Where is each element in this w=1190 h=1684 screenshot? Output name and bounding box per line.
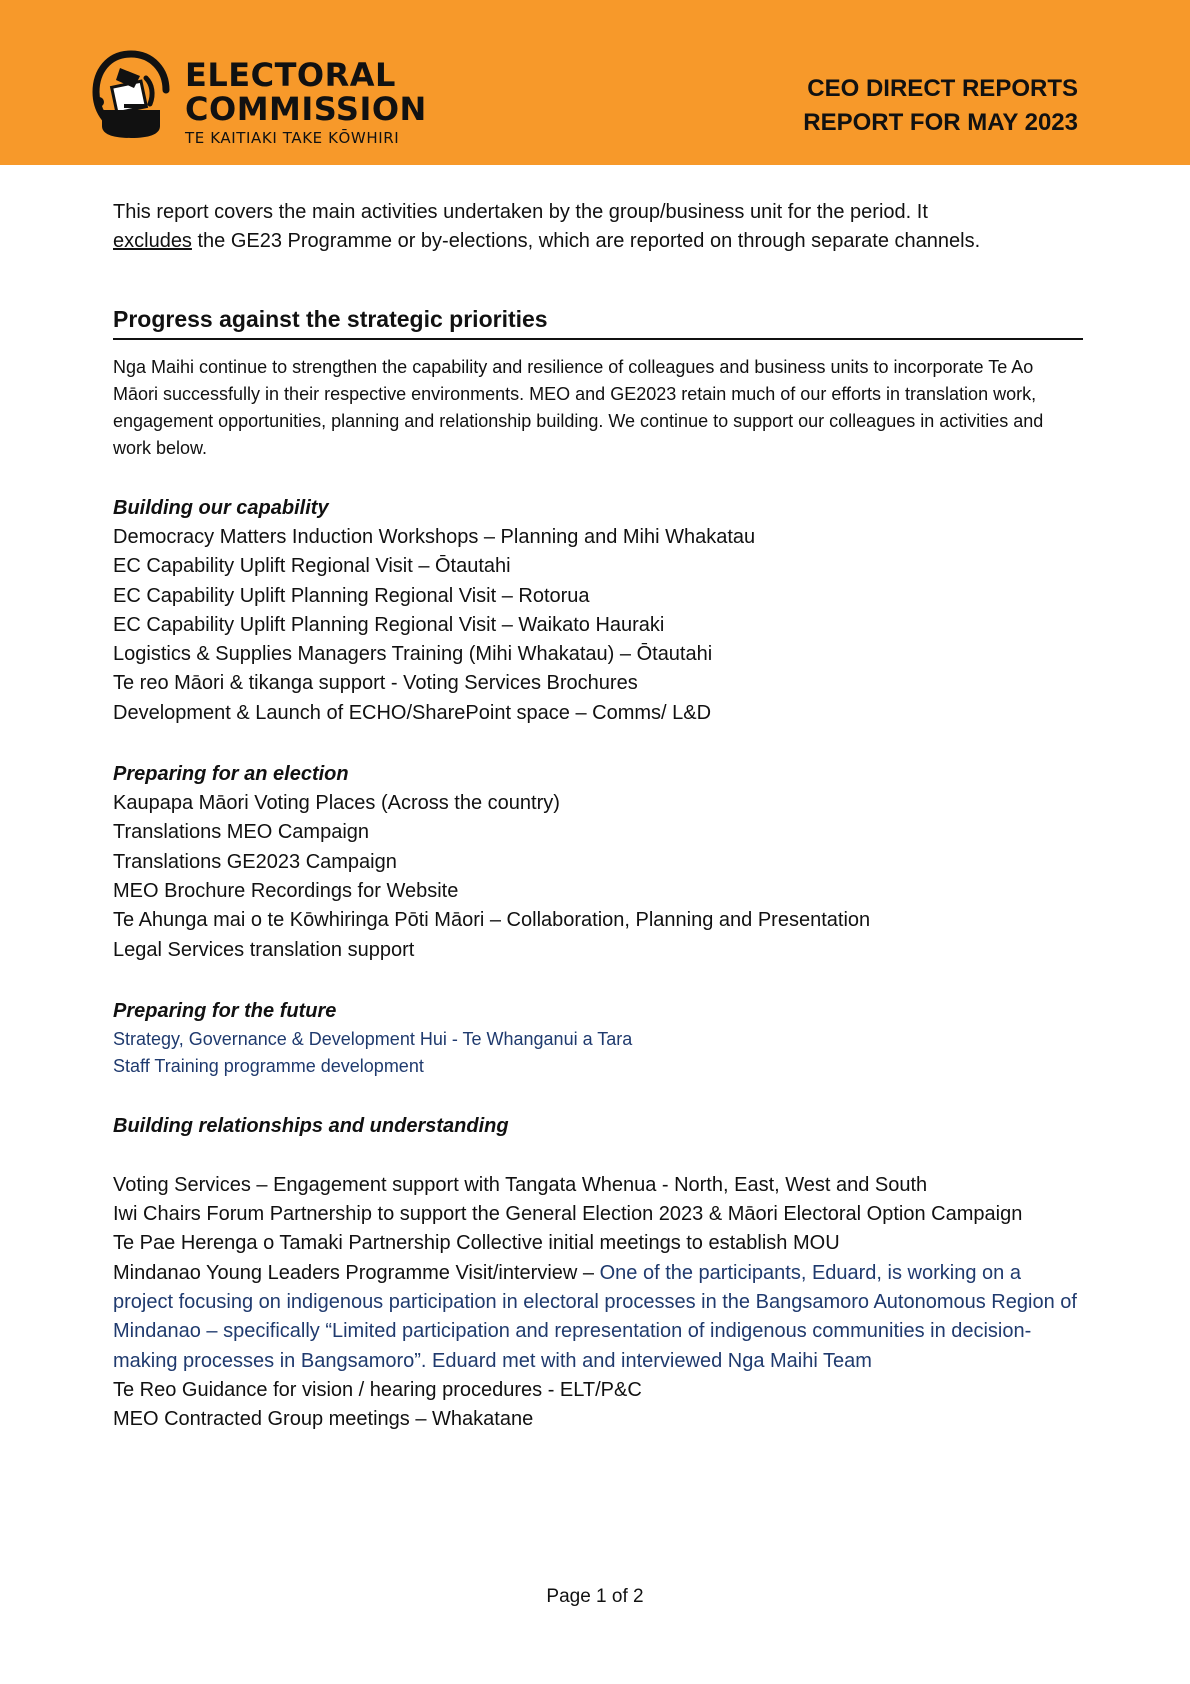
group-election [113, 760, 1083, 965]
list-item: Iwi Chairs Forum Partnership to support the General Election 2023 & Māori Electoral Option Campaign [113, 1203, 1023, 1226]
intro-paragraph [113, 198, 1083, 256]
list-item [113, 1259, 1083, 1376]
list-item: Development & Launch of ECHO/SharePoint space – Comms/ L&D [113, 701, 712, 724]
list-item: MEO Contracted Group meetings – Whakatane [113, 1408, 534, 1431]
section-heading: Progress against the strategic priorities [113, 304, 1083, 340]
report-title-line2: REPORT FOR MAY 2023 [803, 109, 1078, 136]
list-item: Te reo Māori & tikanga support - Voting Services Brochures [113, 672, 638, 695]
list-item-detail: One of the participants, Eduard, is working on a project focusing on indigenous participation in electoral processes in the Bangsamoro Autonomous Region of Mindanao – specifically “Limited participation and representation of indigenous communities in decision-making processes in Bangsamoro”. Eduard met with and interviewed Nga Maihi Team [113, 1261, 1077, 1372]
report-title [803, 72, 1078, 140]
list-item: EC Capability Uplift Planning Regional Visit – Waikato Hauraki [113, 613, 665, 636]
report-title-line1: CEO DIRECT REPORTS [807, 75, 1078, 102]
list-item: Democracy Matters Induction Workshops – Planning and Mihi Whakatau [113, 526, 756, 548]
list-item-lead: Mindanao Young Leaders Programme Visit/interview – [113, 1261, 595, 1284]
ballot-box-icon [90, 48, 172, 140]
list-item: Voting Services – Engagement support with Tangata Whenua - North, East, West and South [113, 1173, 928, 1196]
list-item: Te Reo Guidance for vision / hearing procedures - ELT/P&C [113, 1378, 642, 1401]
list-item: Logistics & Supplies Managers Training (Mihi Whakatau) – Ōtautahi [113, 643, 713, 666]
page-number: Page 1 of 2 [546, 1586, 644, 1607]
intro-excludes: excludes [113, 230, 192, 252]
list-item: Translations GE2023 Campaign [113, 850, 397, 873]
group-future [113, 997, 1083, 1080]
list-item: EC Capability Uplift Regional Visit – Ōtautahi [113, 555, 511, 578]
report-header [0, 0, 1190, 165]
intro-text-1: This report covers the main activities undertaken by the group/business unit for the period. It [113, 201, 928, 223]
group-relationships [113, 1112, 1083, 1435]
list-item: Staff Training programme development [113, 1055, 424, 1076]
list-item: EC Capability Uplift Planning Regional Visit – Rotorua [113, 584, 590, 607]
group-capability [113, 494, 1083, 728]
group-title: Building relationships and understanding [113, 1114, 509, 1137]
group-title: Building our capability [113, 497, 329, 519]
list-item: Te Ahunga mai o te Kōwhiringa Pōti Māori – Collaboration, Planning and Presentation [113, 909, 871, 932]
group-title: Preparing for an election [113, 763, 349, 786]
group-title: Preparing for the future [113, 999, 337, 1022]
list-item: Strategy, Governance & Development Hui - Te Whanganui a Tara [113, 1028, 633, 1049]
priorities-paragraph: Nga Maihi continue to strengthen the capability and resilience of colleagues and business units to incorporate Te Ao Māori successfully in their respective environments. MEO and GE2023 retain much of our efforts in translation work, engagement opportunities, planning and relationship building. We continue to support our colleagues in activities and work below. [113, 357, 1044, 458]
logo-title-line1: ELECTORAL [185, 56, 396, 94]
list-item: Legal Services translation support [113, 938, 415, 961]
logo-subtitle: TE KAITIAKI TAKE KŌWHIRI [185, 129, 400, 147]
report-body [113, 198, 1083, 1435]
list-item: Kaupapa Māori Voting Places (Across the country) [113, 792, 560, 815]
list-item: Translations MEO Campaign [113, 821, 370, 844]
intro-text-2: the GE23 Programme or by-elections, which are reported on through separate channels. [197, 230, 981, 252]
electoral-commission-logo [90, 40, 430, 150]
logo-title-line2: COMMISSION [185, 90, 427, 128]
list-item: Te Pae Herenga o Tamaki Partnership Collective initial meetings to establish MOU [113, 1232, 840, 1255]
list-item: MEO Brochure Recordings for Website [113, 879, 459, 902]
